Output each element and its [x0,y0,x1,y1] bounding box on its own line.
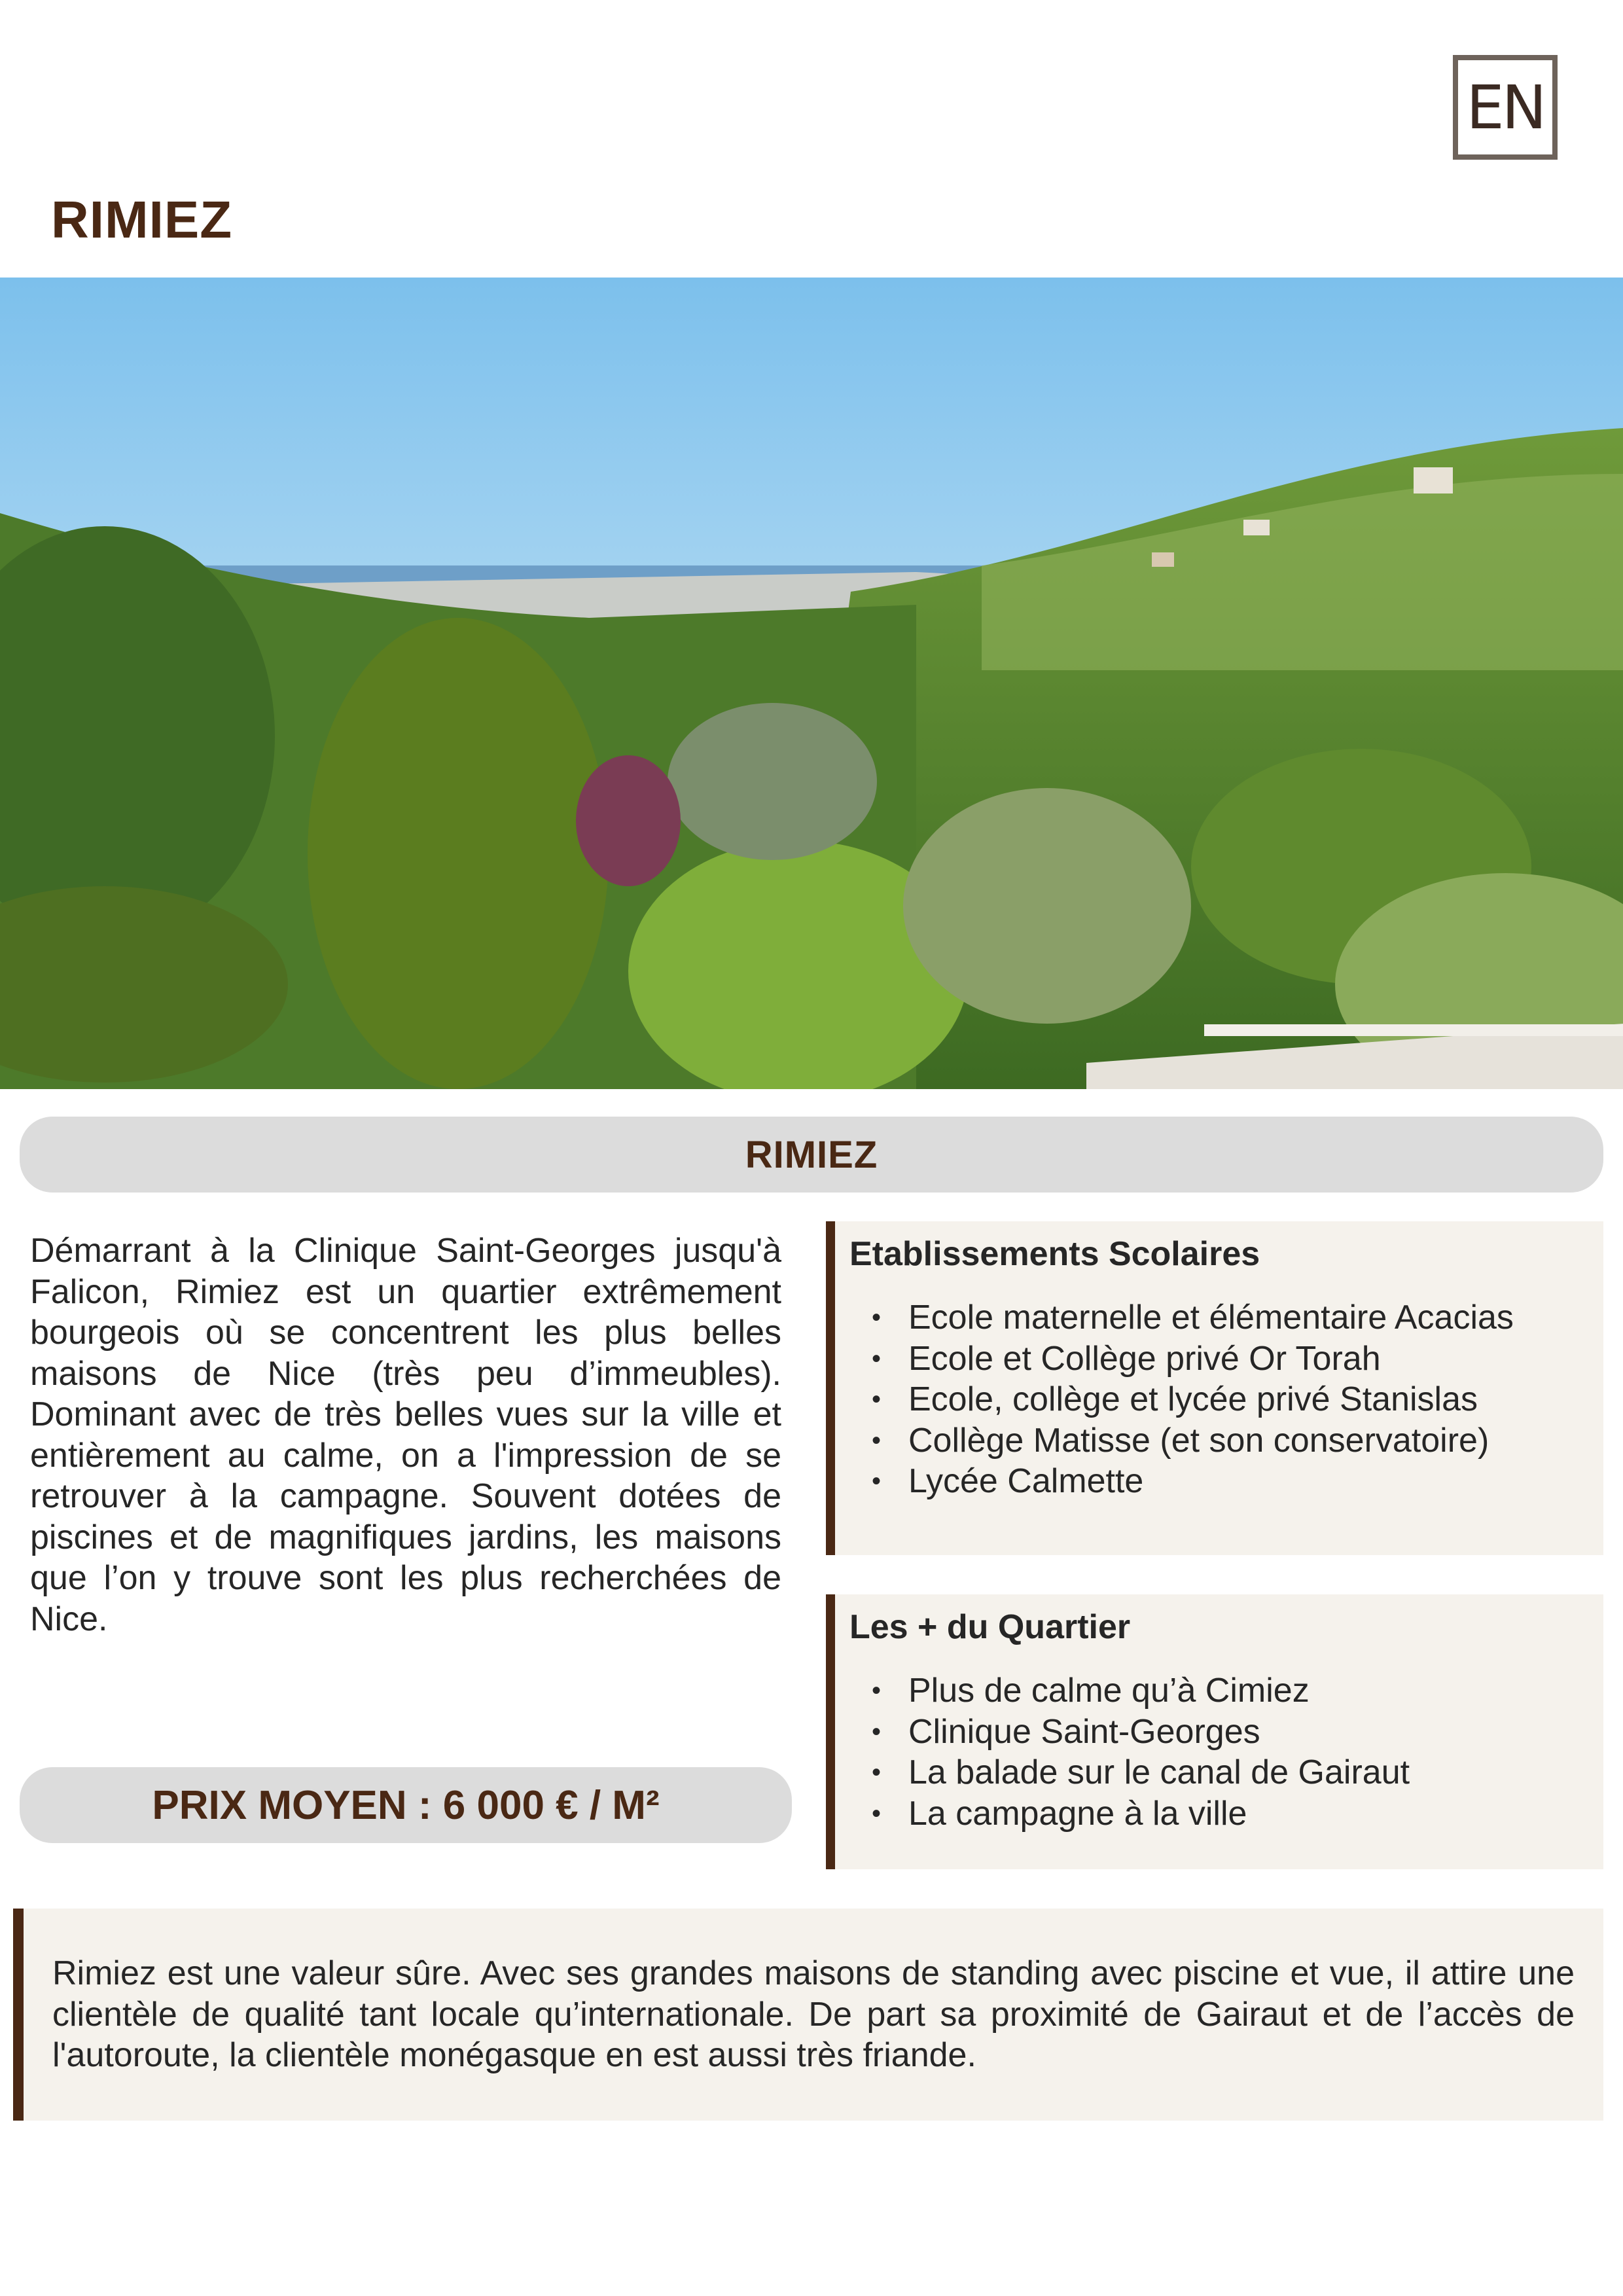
landscape-illustration [0,278,1623,1089]
list-item: • La campagne à la ville [908,1793,1590,1835]
list-item: • La balade sur le canal de Gairaut [908,1752,1590,1793]
page-title: RIMIEZ [51,190,233,249]
logo: EN [1453,55,1558,160]
section-title-bar [20,1117,1603,1193]
neighbourhood-highlights-box [826,1594,1603,1869]
list-item: • Collège Matisse (et son conservatoire) [908,1420,1590,1462]
average-price-bar [20,1767,792,1843]
list-item: • Plus de calme qu’à Cimiez [908,1670,1590,1712]
highlights-title: Les + du Quartier [849,1608,1131,1646]
list-item: • Ecole maternelle et élémentaire Acacias [908,1297,1590,1338]
list-item: • Ecole, collège et lycée privé Stanislas [908,1379,1590,1420]
list-item: • Lycée Calmette [908,1461,1590,1502]
hero-image [0,278,1623,1089]
schools-box [826,1221,1603,1555]
intro-paragraph: Démarrant à la Clinique Saint-Georges jusqu'à Falicon, Rimiez est un quartier extrêmement bourgeois où se concentrent les plus belles maisons de Nice (très peu d’immeubles). Dominant avec de très belles vues sur la ville et entièrement au calme, on a l'impression de se retrouver à la campagne. Souvent dotées de piscines et de magnifiques jardins, les maisons que l’on y trouve sont les plus recherchées de Nice. [30,1232,781,1638]
schools-list [849,1297,1590,1502]
list-item: • Ecole et Collège privé Or Torah [908,1338,1590,1380]
conclusion-text: Rimiez est une valeur sûre. Avec ses grandes maisons de standing avec piscine et vue, il attire une clientèle de qualité tant locale qu’internationale. De part sa proximité de Gairaut et de l’accès de l'autoroute, la clientèle monégasque en est aussi très friande. [52,1954,1575,2074]
conclusion-box [13,1909,1603,2121]
average-price: PRIX MOYEN : 6 000 € / M² [152,1782,660,1828]
schools-title: Etablissements Scolaires [849,1235,1260,1273]
list-item: • Clinique Saint-Georges [908,1712,1590,1753]
section-title: RIMIEZ [745,1133,878,1176]
highlights-list [849,1670,1590,1834]
